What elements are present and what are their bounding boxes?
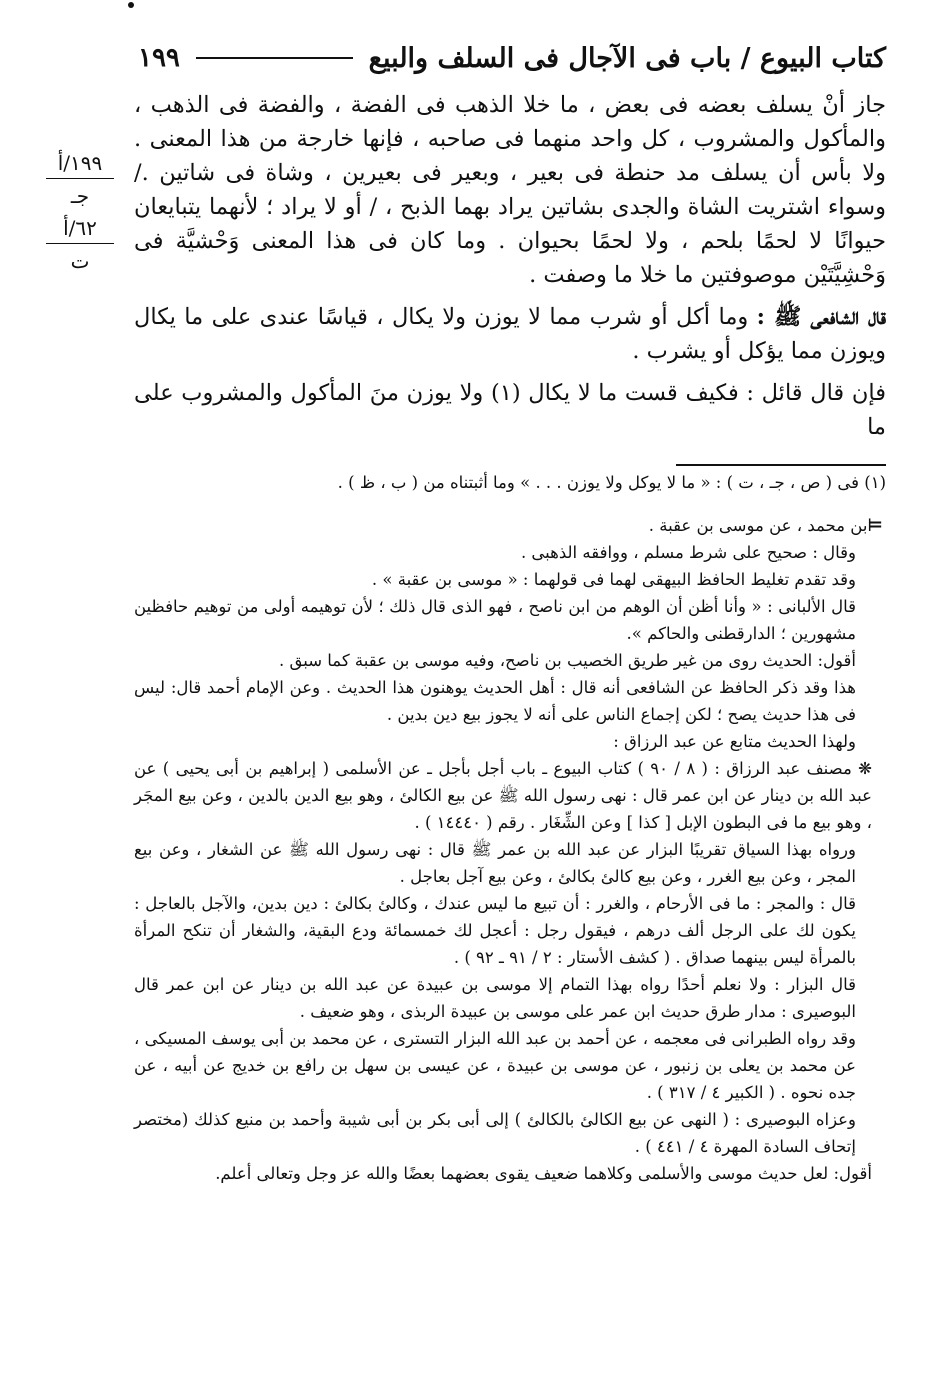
- main-paragraph-1: جاز أنْ يسلف بعضه فى بعض ، ما خلا الذهب فى الفضة ، والفضة فى الذهب ، والمأكول والمشروب ، كل واحد منهما فى صاحبه ، فإنها خارجة من هذا المعنى . ولا بأس أن يسلف مد حنطة فى بعير ، وبعير فى بعيرين ، وشاة فى شاتين ./ وسواء اشتريت الشاة والجدى بشاتين يراد بهما الذبح ، / أو لا يراد ؛ لأنهما يتبايعان حيوانًا لا لحمًا بلحم ، ولا لحمًا بحيوان . وما كان فى هذا المعنى وَحْشيَّة فى وَحْشِيَّتَيْن موصوفتين ما خلا ما وصفت .: [134, 92, 886, 288]
- running-header: [138, 36, 886, 80]
- commentary-line: وقد تقدم تغليط الحافظ البيهقى لهما فى قولهما : « موسى بن عقبة » .: [371, 570, 856, 589]
- margin-sig-2: ت: [70, 249, 90, 273]
- commentary-line: قال البزار : ولا نعلم أحدًا رواه بهذا التمام إلا موسى بن عبيدة عن عبد الله بن دينار عن ابن عمر قال البوصيرى : مدار طرق حديث ابن عمر على موسى بن عبيدة الربذى ، وهو ضعيف .: [134, 975, 856, 1021]
- commentary-line: أقول: الحديث روى من غير طريق الخصيب بن ناصح، وفيه موسى بن عقبة كما سبق .: [278, 651, 856, 670]
- commentary-line: ❋ مصنف عبد الرزاق : ( ٨ / ٩٠ ) كتاب البيوع ـ باب أجل بأجل ـ عن الأسلمى ( إبراهيم بن أبى يحيى ) عن عبد الله بن دينار عن ابن عمر قال : نهى رسول الله ﷺ عن بيع الكالئ ، وهو بيع الدين بالدين ، وعن بيع المجَر ، وهو بيع ما فى البطون الإبل [ كذا ] وعن الشِّغَار . رقم ( ١٤٤٤٠ ) .: [134, 759, 872, 832]
- commentary-line: أقول: لعل حديث موسى والأسلمى وكلاهما ضعيف يقوى بعضهما بعضًا والله عز وجل وتعالى أعلم.: [215, 1164, 872, 1183]
- margin-ref-2: ٦٢/أ: [46, 215, 114, 244]
- commentary-line: وعزاه البوصيرى : ( النهى عن بيع الكالئ بالكالئ ) إلى أبى بكر بن أبى شيبة وأحمد بن منيع كذلك (مختصر إتحاف السادة المهرة ٤ / ٤٤١ ) .: [134, 1110, 856, 1156]
- margin-ref-1: ١٩٩/أ: [46, 150, 114, 179]
- margin-notes: [40, 150, 120, 280]
- footnote: (١) فى ( ص ، جـ ، ت ) : « ما لا يوكل ولا يوزن . . . » وما أثبتناه من ( ب ، ظ ) .: [337, 473, 886, 492]
- main-text: [134, 88, 886, 444]
- page-number: ١٩٩: [138, 43, 180, 73]
- header-title: كتاب البيوع / باب فى الآجال فى السلف والبيع: [368, 42, 886, 74]
- commentary-line: وقد رواه الطبرانى فى معجمه ، عن أحمد بن عبد الله البزار التسترى ، عن محمد بن أبى يوسف المسيكى ، عن محمد بن يعلى بن زنبور ، عن موسى بن عبيدة ، عن عيسى بن سهل بن رافع بن خديج عن أبيه ، عن جده نحوه . ( الكبير ٤ / ٣١٧ ) .: [134, 1029, 856, 1102]
- commentary-line: ولهذا الحديث متابع عن عبد الرزاق :: [613, 732, 856, 751]
- commentary-line: وقال : صحيح على شرط مسلم ، ووافقه الذهبى .: [520, 543, 856, 562]
- commentary-line: قال : والمجر : ما فى الأرحام ، والغرر : أن تبيع ما ليس عندك ، وكالئ بكالئ : دين بدين، والآجل بالعاجل : يكون لك على الرجل ألف درهم ، فيقول رجل : أعجل لك خمسمائة ودع البقية، والشغار أن تنكح المرأة بالمرأة ليس بينهما صداق . ( كشف الأستار : ٢ / ٩١ ـ ٩٢ ) .: [134, 894, 856, 967]
- page-dot: [128, 2, 134, 8]
- footnote-rule: [676, 464, 886, 466]
- margin-sig-1: جـ: [70, 184, 90, 208]
- main-paragraph-3: فإن قال قائل : فكيف قست ما لا يكال (١) ولا يوزن منَ المأكول والمشروب على ما: [134, 380, 886, 440]
- commentary-line: ورواه بهذا السياق تقريبًا البزار عن عبد الله بن عمر ﷺ قال : نهى رسول الله ﷺ عن الشغار ، وعن بيع المجر ، وعن بيع الغرر ، وعن بيع كالئ بكالئ ، وعن بيع آجل بعاجل .: [134, 840, 856, 886]
- speaker-label: قال الشافعى ﷺ :: [756, 304, 887, 330]
- commentary-line: قال الألبانى : « وأنا أظن أن الوهم من ابن ناصح ، فهو الذى قال ذلك ؛ لأن توهيمه أولى من توهيم حافظين مشهورين ؛ الدارقطنى والحاكم ».: [134, 597, 856, 643]
- commentary-line: ابن محمد ، عن موسى بن عقبة .: [648, 516, 872, 535]
- commentary: [134, 512, 872, 1187]
- main-paragraph-2: [134, 300, 886, 368]
- main-paragraph-2-text: وما أكل أو شرب مما لا يوزن ولا يكال ، قياسًا عندى على ما يكال ويوزن مما يؤكل أو يشرب .: [134, 304, 886, 364]
- header-rule: [196, 57, 353, 59]
- commentary-line: هذا وقد ذكر الحافظ عن الشافعى أنه قال : أهل الحديث يوهنون هذا الحديث . وعن الإمام أحمد قال: ليس فى هذا حديث يصح ؛ لكن إجماع الناس على أنه لا يجوز بيع دين بدين .: [134, 678, 856, 724]
- continuation-mark: =: [868, 514, 884, 535]
